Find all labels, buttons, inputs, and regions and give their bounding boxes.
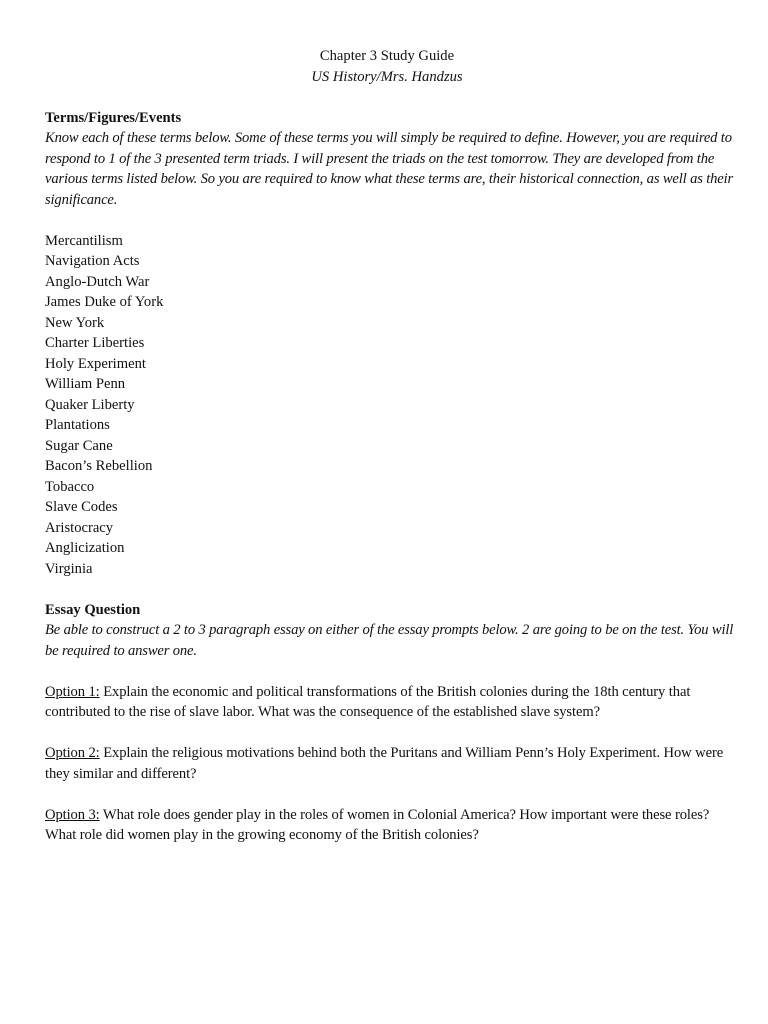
term-item: Slave Codes <box>45 499 118 515</box>
spacer <box>45 661 735 682</box>
document-header <box>39 46 735 87</box>
essay-option-3 <box>45 805 735 846</box>
term-item: Tobacco <box>45 478 95 495</box>
essay-instructions: Be able to construct a 2 to 3 paragraph essay on either of the essay prompts below. 2 are going to be on the test. You will be required to answer one. <box>45 622 734 659</box>
spacer <box>45 784 735 805</box>
terms-heading: Terms/Figures/Events <box>45 109 182 126</box>
term-item: Plantations <box>45 417 110 433</box>
term-item: New York <box>45 314 105 331</box>
spacer <box>45 723 735 744</box>
term-item: Sugar Cane <box>45 437 113 454</box>
option-label: Option 2: <box>45 745 100 761</box>
term-item: Mercantilism <box>45 232 123 249</box>
essay-option-1 <box>45 682 735 723</box>
term-item: Anglicization <box>45 540 125 556</box>
option-text: What role does gender play in the roles of women in Colonial America? How important were these roles? What role did women play in the growing economy of the British colonies? <box>45 806 710 843</box>
option-label: Option 1: <box>45 683 100 700</box>
document-subtitle: US History/Mrs. Handzus <box>311 68 463 85</box>
option-text: Explain the economic and political transformations of the British colonies during the 18th century that contributed to the rise of slave labor. What was the consequence of the established slave system? <box>45 683 691 720</box>
term-item: Holy Experiment <box>45 355 146 372</box>
term-item: Aristocracy <box>45 519 114 536</box>
option-label: Option 3: <box>45 806 100 823</box>
spacer <box>45 87 735 108</box>
term-item: James Duke of York <box>45 294 164 310</box>
term-item: Quaker Liberty <box>45 396 135 413</box>
term-item: Navigation Acts <box>45 253 140 269</box>
term-item: William Penn <box>45 376 126 392</box>
term-item: Anglo-Dutch War <box>45 273 150 290</box>
essay-heading: Essay Question <box>45 601 141 618</box>
document-title: Chapter 3 Study Guide <box>319 48 455 64</box>
terms-instructions: Know each of these terms below. Some of these terms you will simply be required to define. However, you are required to respond to 1 of the 3 presented term triads. I will present the triads on the test tomorrow. They are developed from the various terms listed below. So you are required to know what these terms are, their historical connection, as well as their significance. <box>45 130 734 208</box>
terms-list <box>45 231 735 580</box>
spacer <box>45 210 735 231</box>
term-item: Virginia <box>45 560 93 577</box>
term-item: Bacon’s Rebellion <box>45 458 153 474</box>
essay-option-2 <box>45 743 735 784</box>
document-page <box>45 46 735 846</box>
option-text: Explain the religious motivations behind both the Puritans and William Penn’s Holy Experiment. How were they similar and different? <box>45 745 724 782</box>
term-item: Charter Liberties <box>45 335 145 351</box>
spacer <box>45 579 735 600</box>
